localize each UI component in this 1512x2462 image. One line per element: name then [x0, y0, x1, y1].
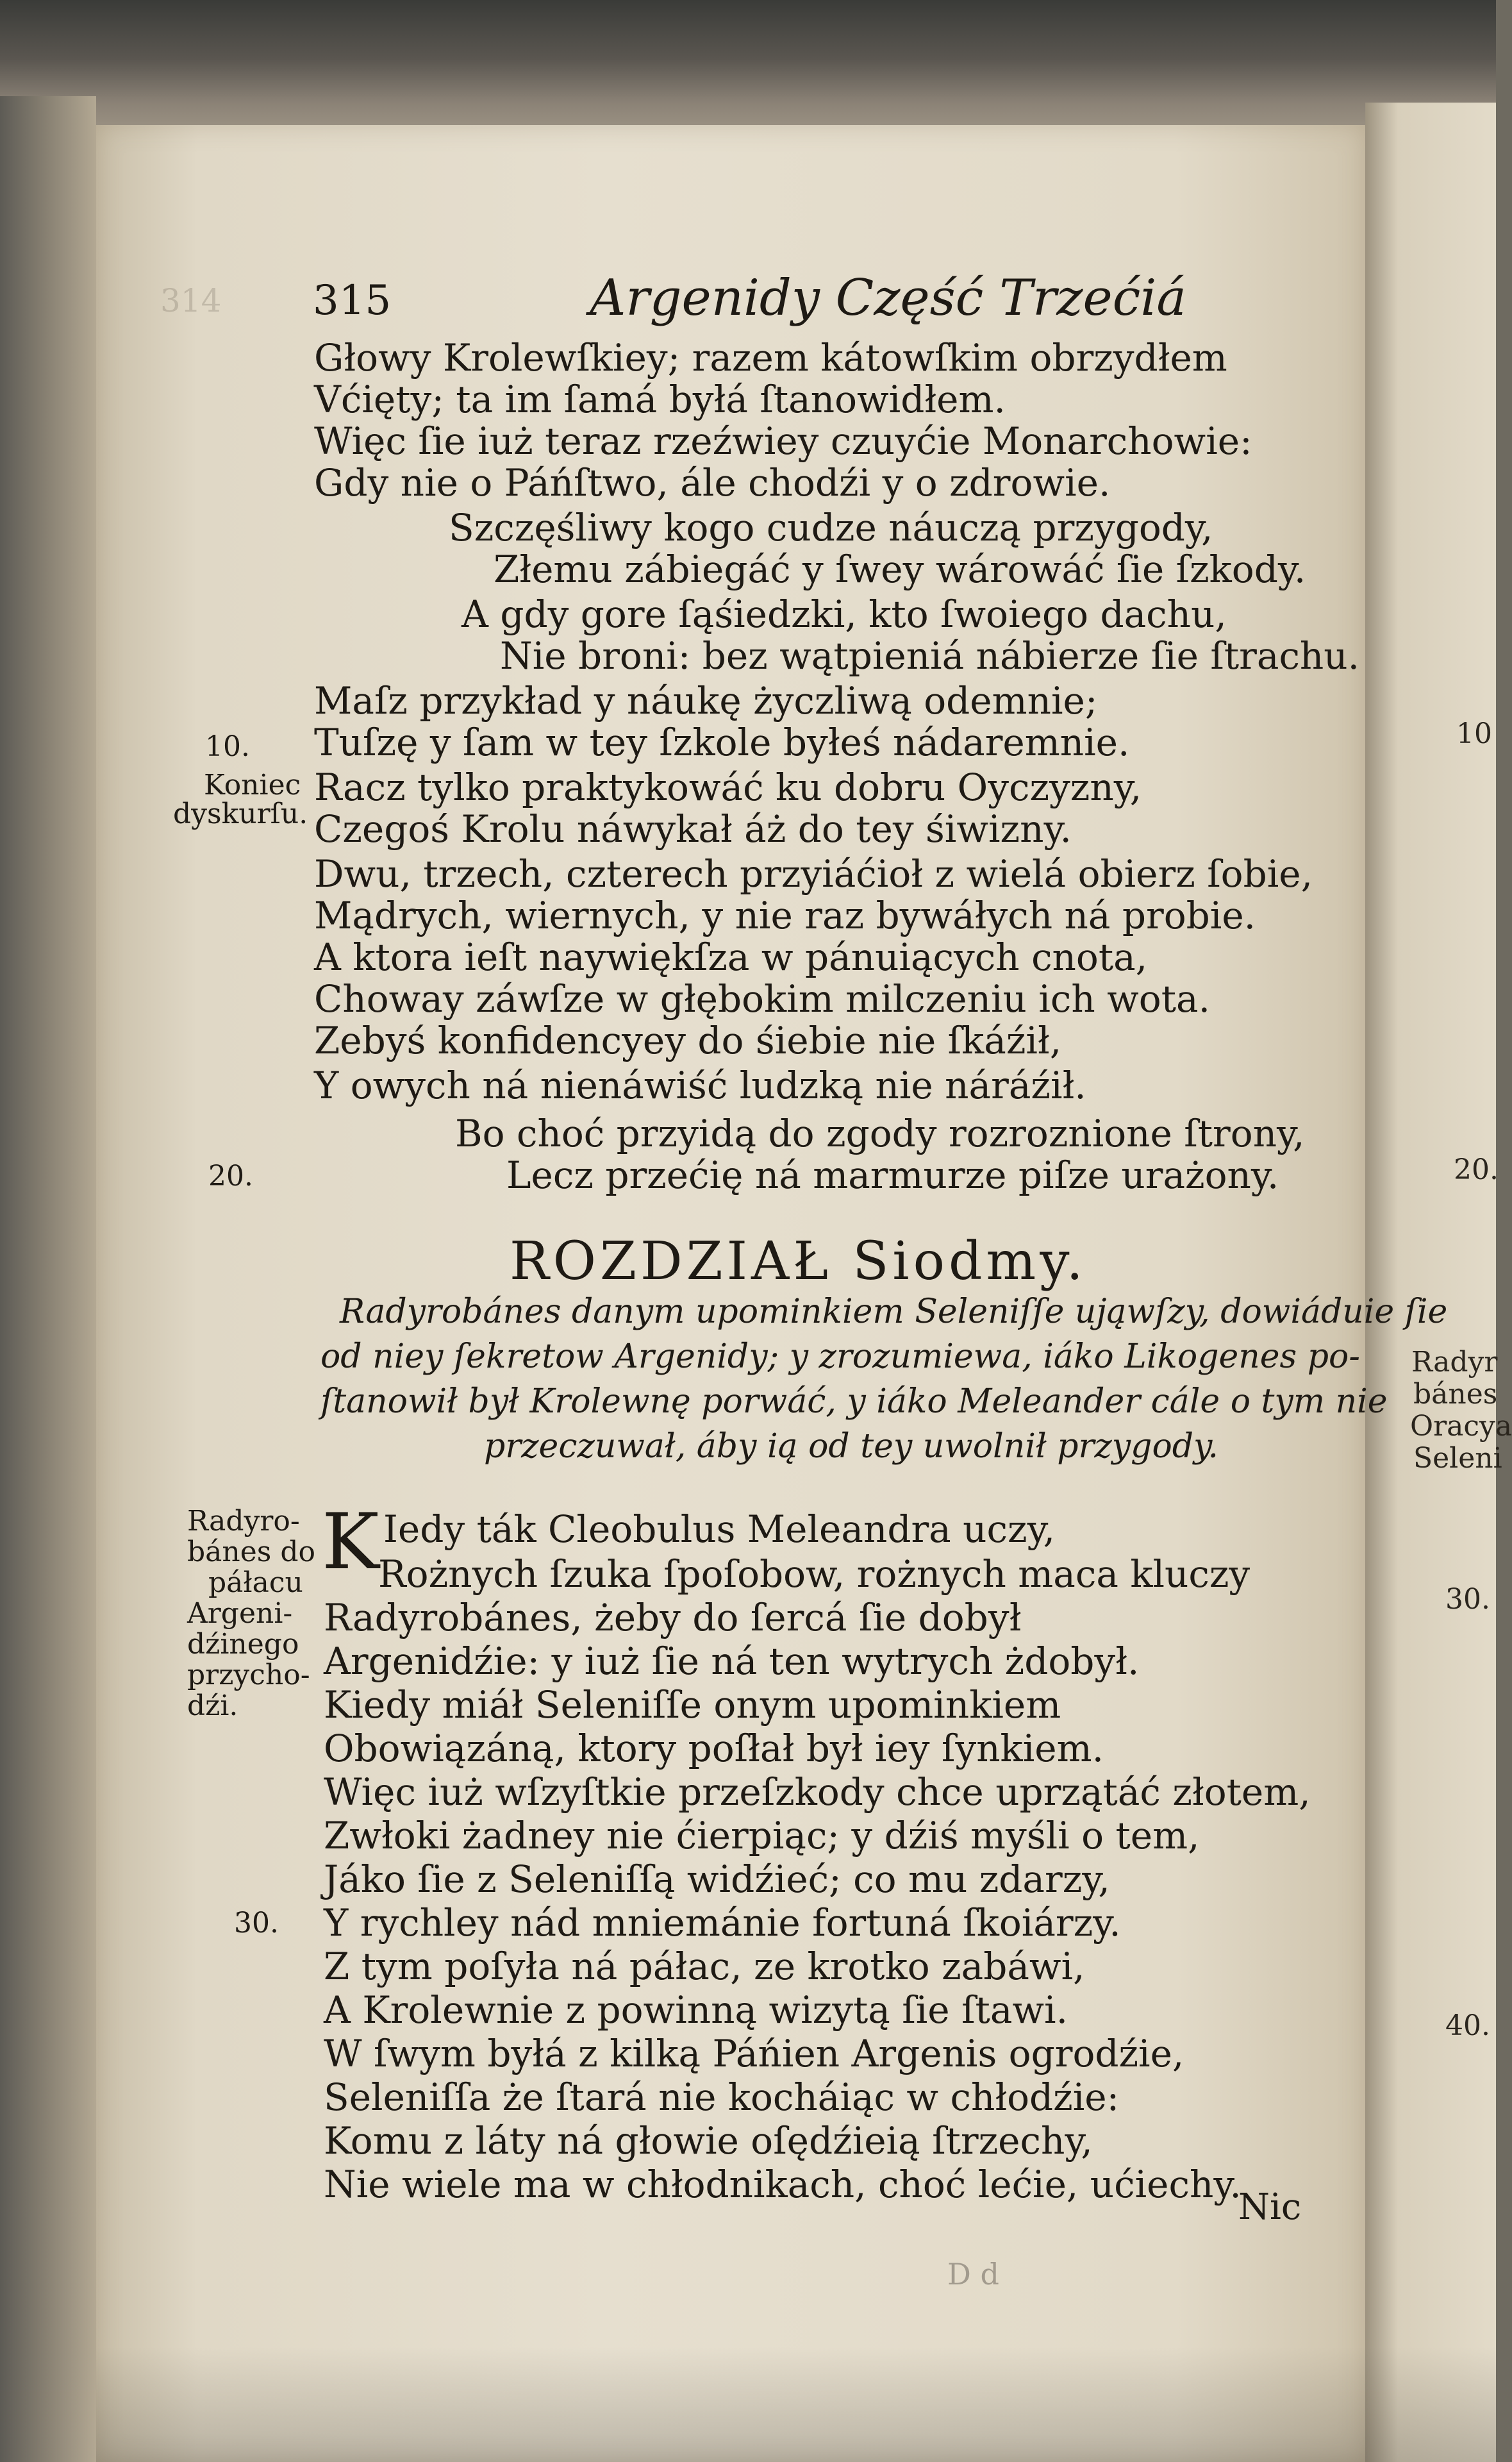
verse-line: Argenidźie: y iuż ſie ná ten wytrych żdobył.	[324, 1639, 1140, 1683]
facing-margin-note: bánes	[1413, 1378, 1498, 1411]
line-number: 30.	[234, 1907, 279, 1939]
facing-line-number: 20.	[1454, 1153, 1499, 1186]
chapter-summary-line: ſtanowił był Krolewnę porwáć, y iáko Meleander cále o tym nie	[320, 1382, 1388, 1421]
verse-line: Rożnych ſzuka ſpoſobow, rożnych maca kluczy	[378, 1552, 1250, 1596]
verse-line: Komu z láty ná głowie oſędźieią ſtrzechy,	[324, 2119, 1093, 2163]
verse-line: Obowiązáną, ktory poſłał był iey ſynkiem.	[324, 1727, 1104, 1770]
verse-line: Gdy nie o Páńſtwo, ále chodźi y o zdrowie.	[314, 461, 1111, 505]
facing-line-number: 10	[1456, 717, 1492, 750]
verse-line: Radyrobánes, żeby do ſercá ſie dobył	[324, 1596, 1022, 1639]
show-through-mark: 314	[160, 282, 222, 319]
verse-line: Tuſzę y ſam w tey ſzkole byłeś nádaremnie.	[314, 721, 1130, 764]
facing-margin-note: Radyr	[1411, 1346, 1498, 1378]
verse-line: Zwłoki żadney nie ćierpiąc; y dźiś myśli o tem,	[324, 1814, 1200, 1857]
catchword: Nic	[1238, 2186, 1302, 2228]
line-number: 20.	[208, 1160, 253, 1193]
facing-line-number: 30.	[1445, 1583, 1490, 1616]
facing-margin-note: Oracya	[1410, 1410, 1512, 1443]
margin-note: Koniec	[204, 769, 301, 801]
line-number: 10.	[205, 730, 250, 763]
verse-line: W ſwym byłá z kilką Páńien Argenis ogrodźie,	[324, 2032, 1184, 2075]
margin-note: dyskurſu.	[173, 798, 308, 830]
margin-note: przycho-	[187, 1659, 310, 1691]
verse-line: Jáko ſie z Seleniſſą widźieć; co mu zdarzy,	[324, 1857, 1110, 1901]
running-title: Argenidy Część Trzećiá	[590, 269, 1186, 327]
margin-note: Radyro-	[187, 1505, 300, 1537]
drop-capital: K	[322, 1498, 379, 1587]
verse-line: Seleniſſa że ſtará nie kocháiąc w chłodźie:	[324, 2075, 1120, 2119]
verse-line: Iedy ták Cleobulus Meleandra uczy,	[383, 1507, 1056, 1551]
facing-page-edge	[1365, 103, 1496, 2462]
verse-line: Z tym poſyła ná páłac, ze krotko zabáwi,	[324, 1945, 1085, 1988]
verse-line: Lecz przećię ná marmurze piſze urażony.	[506, 1153, 1279, 1197]
margin-note: bánes do	[187, 1536, 315, 1568]
verse-line: Choway záwſze w głębokim milczeniu ich wota.	[314, 977, 1211, 1021]
verse-line: Dwu, trzech, czterech przyiáćioł z wielá obierz ſobie,	[314, 852, 1313, 896]
chapter-summary-line: Radyrobánes danym upominkiem Seleniſſe ująwſzy, dowiáduie ſie	[340, 1293, 1448, 1331]
signature-mark: D d	[947, 2257, 999, 2291]
margin-note: dźinego	[187, 1628, 299, 1661]
verse-line: A gdy gore ſąśiedzki, kto ſwoiego dachu,	[461, 592, 1227, 636]
verse-line: Nie broni: bez wątpieniá nábierze ſie ſtrachu.	[500, 634, 1360, 678]
book-left-edge	[0, 96, 96, 2462]
chapter-title: ROZDZIAŁ Siodmy.	[510, 1231, 1087, 1292]
verse-line: A Krolewnie z powinną wizytą ſie ſtawi.	[324, 1988, 1068, 2032]
margin-note: páłacu	[208, 1566, 303, 1599]
verse-line: Więc ſie iuż teraz rzeźwiey czuyćie Monarchowie:	[314, 419, 1252, 463]
margin-note: Argeni-	[187, 1597, 293, 1630]
facing-margin-note: Seleni	[1413, 1442, 1502, 1475]
facing-line-number: 40.	[1445, 2009, 1490, 2042]
verse-line: Maſz przykład y náukę życzliwą odemnie;	[314, 679, 1098, 723]
verse-line: Mądrych, wiernych, y nie raz bywáłych ná probie.	[314, 894, 1256, 937]
verse-line: Zebyś konfidencyey do śiebie nie ſkáźił,	[314, 1019, 1062, 1062]
verse-line: Bo choć przyidą do zgody rozroznione ſtrony,	[455, 1112, 1305, 1155]
chapter-summary-line: od niey ſekretow Argenidy; y zrozumiewa, iáko Likogenes po-	[320, 1337, 1360, 1376]
verse-line: Y owych ná nienáwiść ludzką nie náráźił.	[314, 1064, 1086, 1107]
chapter-summary-line: przeczuwał, áby ią od tey uwolnił przygody.	[484, 1427, 1219, 1466]
page-bottom-shadow	[96, 2347, 1496, 2462]
margin-note: dźi.	[187, 1689, 238, 1722]
verse-line: Nie wiele ma w chłodnikach, choć lećie, ućiechy.	[324, 2163, 1242, 2206]
page-number: 315	[313, 277, 392, 324]
verse-line: Czegoś Krolu náwykał áż do tey śiwizny.	[314, 807, 1072, 851]
verse-line: Kiedy miáł Seleniſſe onym upominkiem	[324, 1683, 1061, 1727]
verse-line: Vćięty; ta im ſamá byłá ſtanowidłem.	[314, 378, 1006, 421]
verse-line: Szczęśliwy kogo cudze náuczą przygody,	[449, 506, 1213, 549]
verse-line: Głowy Krolewſkiey; razem kátowſkim obrzydłem	[314, 336, 1227, 380]
verse-line: Racz tylko praktykowáć ku dobru Oyczyzny,	[314, 766, 1142, 809]
verse-line: Y rychley nád mniemánie fortuná ſkoiárzy.	[324, 1901, 1121, 1945]
verse-line: Więc iuż wſzyſtkie przeſzkody chce uprzątáć złotem,	[324, 1770, 1311, 1814]
verse-line: A ktora ieſt naywiękſza w pánuiących cnota,	[314, 935, 1148, 979]
verse-line: Złemu zábiegáć y ſwey wárowáć ſie ſzkody.	[494, 548, 1306, 591]
